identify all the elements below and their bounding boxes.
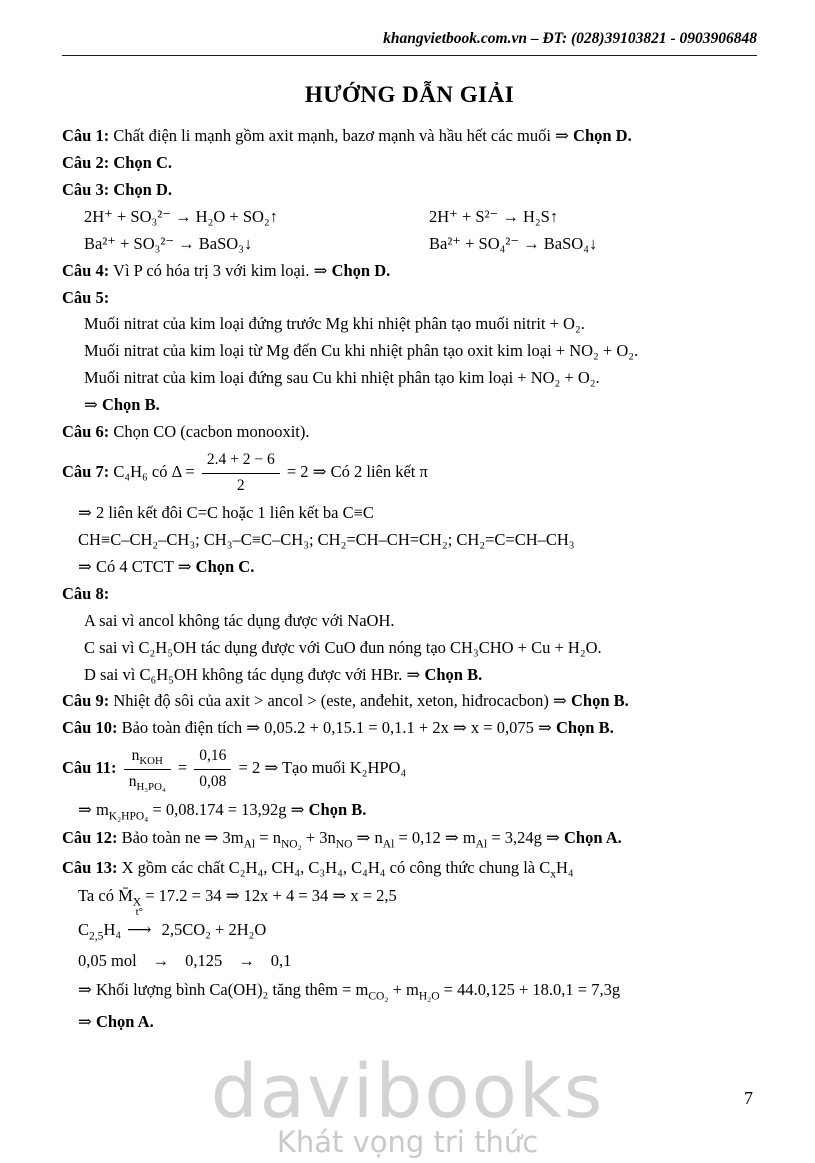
doc-line bbox=[62, 178, 757, 202]
equation-right: Ba²⁺ + SO₄²⁻ → BaSO₄↓ bbox=[429, 233, 598, 253]
doc-line: Câu 13: X gồm các chất C₂H₄, CH₄, C₃H₄, C₄H₄ có công thức chung là $C_xH_4$ bbox=[62, 858, 574, 881]
bold-text: Câu 6: bbox=[62, 422, 110, 442]
header-text: khangvietbook.com.vn – ĐT: (028)39103821 - 0903906848 bbox=[383, 30, 757, 47]
doc-line: Câu 1: Chất điện li mạnh gồm axit mạnh, bazơ mạnh và hầu hết các muối ⇒ Chọn D. bbox=[62, 126, 632, 145]
doc-line: ⇒ Khối lượng bình Ca(OH)₂ tăng thêm = $m_{CO_2} + m_{H_2O} = 44.0,125 + 18.0,1 = 7,3g$ bbox=[78, 980, 621, 1003]
page-number: 7 bbox=[744, 1088, 753, 1108]
bold-text: Câu 8: bbox=[62, 583, 110, 603]
doc-line bbox=[62, 286, 757, 310]
reaction-arrow: t° ⟶ bbox=[127, 905, 152, 939]
doc-line: ⇒ Có 4 CTCT ⇒ Chọn C. bbox=[78, 556, 255, 576]
bold-text: Câu 5: bbox=[62, 287, 110, 307]
doc-line: Muối nitrat của kim loại từ Mg đến Cu khi nhiệt phân tạo oxit kim loại + NO₂ + O₂. bbox=[84, 341, 639, 361]
doc-line: Câu 10: Bảo toàn điện tích ⇒ 0,05.2 + 0,15.1 = 0,1.1 + 2x ⇒ x = 0,075 ⇒ Chọn B. bbox=[62, 718, 614, 738]
doc-line: Câu 7: C₄H₆ có Δ = $\frac{2.4 + 2 - 6}{2}$ = 2 ⇒ Có 2 liên kết π bbox=[62, 449, 757, 497]
bold-text: Câu 2: Chọn C. bbox=[62, 152, 173, 172]
bold-text: Câu 1: bbox=[62, 126, 110, 145]
bold-text: Câu 10: bbox=[62, 718, 118, 738]
bold-text: Câu 11: bbox=[62, 758, 121, 778]
doc-line: Câu 4: Vì P có hóa trị 3 với kim loại. ⇒ Chọn D. bbox=[62, 260, 391, 280]
doc-line: Ta có $M̄_X = 17.2 = 34$ ⇒ 12x + 4 = 34 ⇒ x = 2,5 bbox=[78, 886, 397, 909]
watermark-slogan: Khát vọng tri thức bbox=[276, 1125, 539, 1159]
doc-line bbox=[62, 151, 757, 175]
bold-text: Chọn B. bbox=[555, 718, 614, 738]
doc-line: D sai vì C₆H₅OH không tác dụng được với HBr. ⇒ Chọn B. bbox=[84, 664, 483, 684]
doc-line: ⇒ 2 liên kết đôi C=C hoặc 1 liên kết ba C≡C bbox=[78, 503, 374, 522]
bold-text: Chọn B. bbox=[424, 664, 483, 684]
fraction: $\frac{2.4 + 2 - 6}{2}$ bbox=[202, 449, 280, 497]
bold-text: Câu 9: bbox=[62, 691, 110, 711]
doc-line: Câu 6: Chọn CO (cacbon monooxit). bbox=[62, 422, 310, 442]
doc-line: C sai vì C₂H₅OH tác dụng được với CuO đun nóng tạo CH₃CHO + Cu + H₂O. bbox=[84, 637, 602, 657]
bold-text: Chọn A. bbox=[563, 828, 622, 848]
page-title: HƯỚNG DẪN GIẢI bbox=[304, 82, 515, 107]
bold-text: Câu 12: bbox=[62, 828, 118, 848]
doc-line bbox=[62, 232, 757, 256]
page-header bbox=[62, 30, 757, 56]
doc-line: Câu 11: $\frac{n_{KOH}}{n_{H_3PO_4}}$ = $\frac{0,16}{0,08}$ = 2 ⇒ Tạo muối K₂HPO₄ bbox=[62, 747, 407, 793]
bold-text: Chọn B. bbox=[570, 691, 629, 711]
doc-line: Câu 9: Nhiệt độ sôi của axit > ancol > (este, anđehit, xeton, hiđrocacbon) ⇒ Chọn B. bbox=[62, 691, 629, 711]
doc-line: ⇒ Chọn B. bbox=[84, 395, 160, 415]
doc-line: Câu 12: Bảo toàn ne ⇒ $3m_{Al} = n_{NO_2} + 3n_{NO}$ ⇒ $n_{Al} = 0,12$ ⇒ $m_{Al} = 3,24g$ ⇒ Chọn A. bbox=[62, 828, 622, 851]
bold-text: Chọn C. bbox=[195, 556, 255, 576]
equation-left: Ba²⁺ + SO₃²⁻ → BaSO₃↓ bbox=[84, 233, 253, 253]
doc-line bbox=[62, 205, 757, 229]
bold-text: Chọn A. bbox=[95, 1012, 154, 1032]
equation-right: 2H⁺ + S²⁻ → H₂S↑ bbox=[429, 206, 559, 226]
fraction: $\frac{0,16}{0,08}$ bbox=[194, 745, 231, 793]
bold-text: Câu 13: bbox=[62, 858, 118, 878]
doc-line: CH≡C–CH₂–CH₃; CH₃–C≡C–CH₃; CH₂=CH–CH=CH₂; CH₂=C=CH–CH₃ bbox=[78, 529, 575, 549]
fraction: $\frac{n_{KOH}}{n_{H_3PO_4}}$ bbox=[124, 745, 171, 793]
doc-line: Muối nitrat của kim loại đứng sau Cu khi nhiệt phân tạo kim loại + NO₂ + O₂. bbox=[84, 368, 600, 388]
doc-line: A sai vì ancol không tác dụng được với NaOH. bbox=[84, 610, 395, 630]
watermark-logo: davibooks bbox=[210, 1049, 605, 1135]
doc-line: Muối nitrat của kim loại đứng trước Mg khi nhiệt phân tạo muối nitrit + O₂. bbox=[84, 314, 585, 334]
equation-left: 2H⁺ + SO₃²⁻ → H₂O + SO₂↑ bbox=[84, 206, 278, 226]
bold-text: Câu 7: bbox=[62, 461, 110, 481]
bold-text: Chọn B. bbox=[308, 800, 367, 820]
doc-line: 0,05 mol → 0,125 → 0,1 bbox=[78, 950, 292, 970]
doc-line: ⇒ Chọn A. bbox=[78, 1012, 154, 1032]
bold-text: Chọn B. bbox=[101, 395, 160, 415]
doc-line bbox=[62, 582, 757, 606]
content bbox=[62, 124, 757, 1034]
bold-text: Chọn D. bbox=[331, 260, 391, 280]
watermark bbox=[0, 1049, 815, 1159]
doc-line: ⇒ $m_{K_2HPO_4} = 0,08.174 = 13,92g$ ⇒ Chọn B. bbox=[78, 800, 367, 823]
bold-text: Chọn D. bbox=[573, 126, 632, 145]
bold-text: Câu 3: Chọn D. bbox=[62, 179, 173, 199]
bold-text: Câu 4: bbox=[62, 260, 110, 280]
doc-line: $C_{2,5}H_4$ t° ⟶ 2,5CO₂ + 2H₂O bbox=[78, 905, 267, 943]
